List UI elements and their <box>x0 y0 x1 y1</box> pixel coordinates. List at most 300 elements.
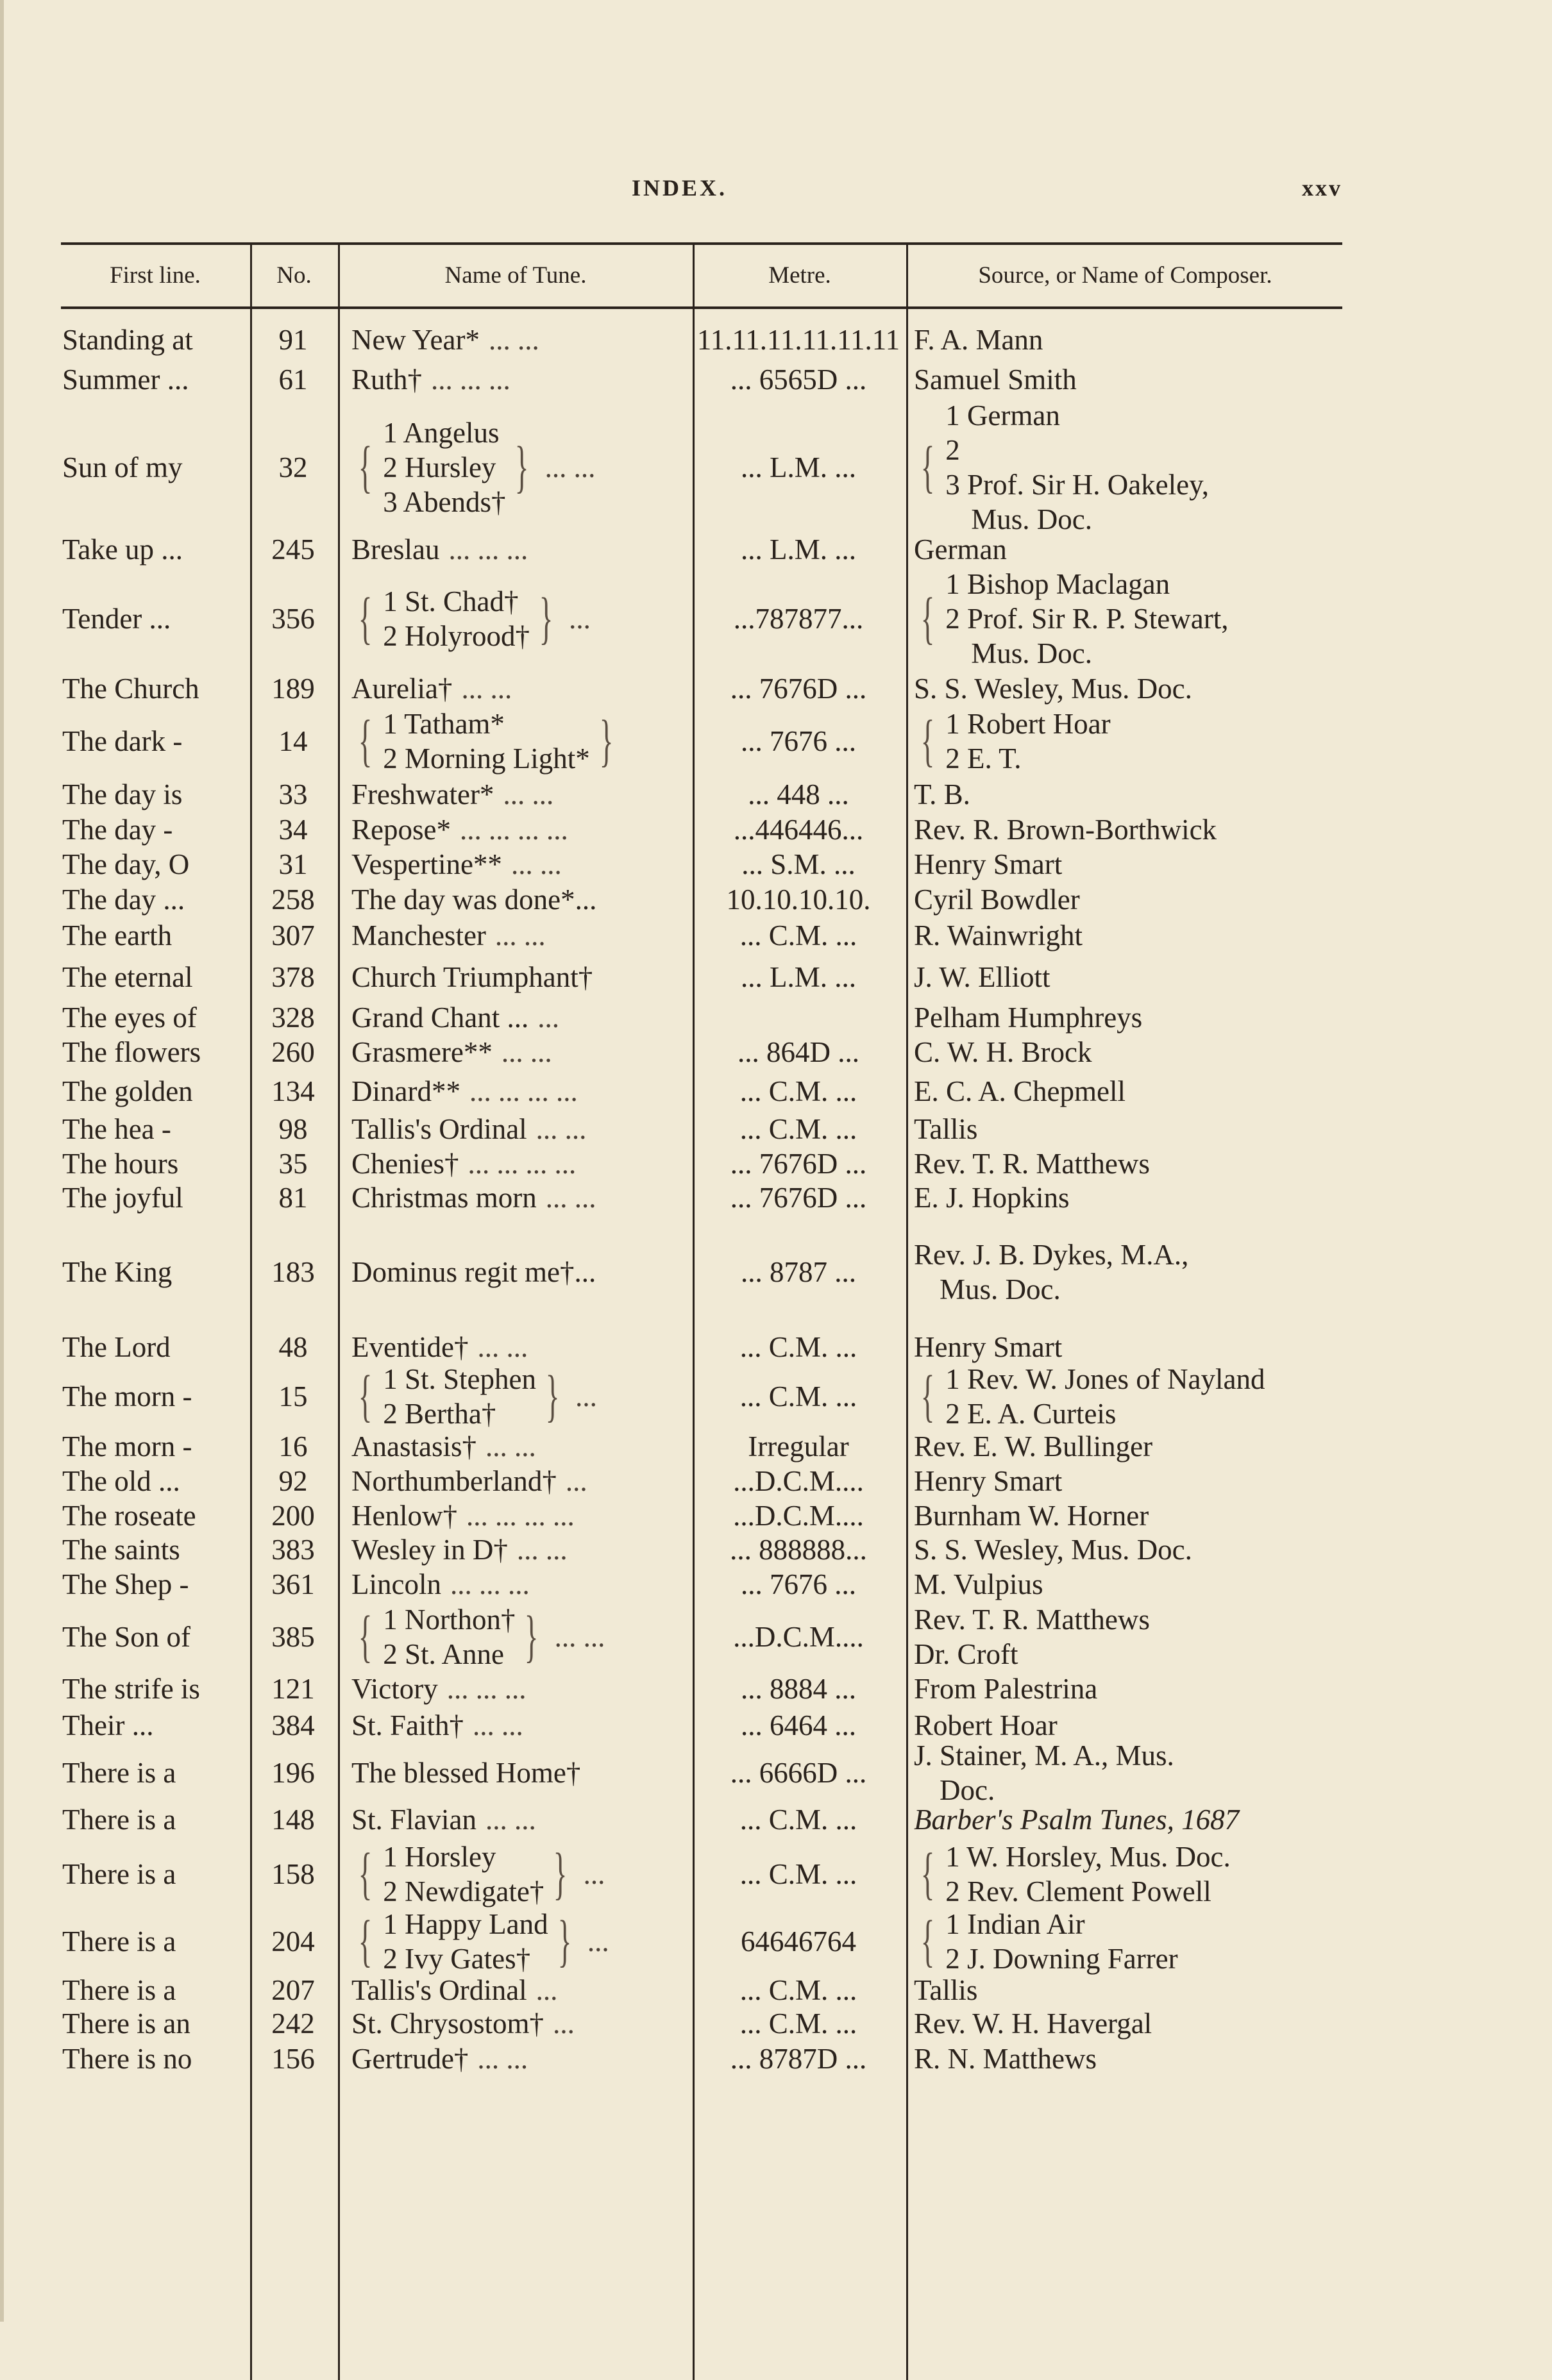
tune-name-cell <box>351 323 685 356</box>
source-cell <box>914 882 1350 917</box>
table-row <box>0 1567 1552 1602</box>
composer-name: Tallis <box>914 1113 978 1145</box>
hymn-number-cell: 258 <box>271 883 315 916</box>
tune-name-cell <box>351 1463 685 1498</box>
composer-name: M. Vulpius <box>914 1568 1043 1600</box>
dot-leader: ... ... <box>488 323 539 356</box>
source-group <box>914 1035 1092 1069</box>
composer-name: R. Wainwright <box>914 919 1083 951</box>
source-cell <box>914 1839 1350 1909</box>
source-cell <box>914 671 1350 705</box>
source-group <box>914 1602 1150 1672</box>
source-list <box>914 1672 1097 1706</box>
source-group <box>914 960 1050 994</box>
metre-cell: ...D.C.M.... <box>733 1499 864 1532</box>
tune-group <box>351 1973 527 2007</box>
hymn-number-cell: 384 <box>271 1709 315 1741</box>
source-list <box>914 1180 1070 1215</box>
source-group <box>914 1802 1239 1837</box>
tune-name: Grand Chant ... <box>351 1001 529 1034</box>
metre-cell: Irregular <box>748 1430 849 1462</box>
first-line-cell: Take up ... <box>62 533 183 566</box>
tune-list <box>351 671 452 706</box>
source-cell <box>914 1672 1350 1705</box>
tune-name-cell <box>351 403 685 532</box>
table-row <box>0 882 1552 917</box>
tune-group <box>351 707 620 776</box>
dot-leader: ... ... <box>544 451 596 483</box>
col-header-tune: Name of Tune. <box>444 262 587 289</box>
table-row <box>0 1146 1552 1181</box>
source-list <box>914 671 1192 706</box>
tune-name: Breslau <box>351 533 440 566</box>
metre-cell: ...D.C.M.... <box>733 1620 864 1653</box>
first-line-cell: Standing at <box>62 323 193 356</box>
source-list <box>914 918 1083 953</box>
source-group <box>914 812 1217 847</box>
tune-list <box>383 707 590 776</box>
brace-glyph: } <box>525 1604 539 1668</box>
source-group <box>914 1330 1062 1364</box>
metre-cell: ... 6565D ... <box>730 364 867 396</box>
tune-list <box>351 1708 464 1743</box>
source-list <box>914 1498 1149 1533</box>
source-list <box>945 1907 1177 1976</box>
tune-list <box>351 2041 468 2076</box>
header-rule <box>61 306 1342 309</box>
dot-leader: ... ... ... <box>450 1568 530 1600</box>
table-row <box>0 566 1552 671</box>
dot-leader: ... ... <box>510 848 562 880</box>
first-line-cell: The Son of <box>62 1620 190 1653</box>
brace-glyph: } <box>553 1842 568 1906</box>
source-cell <box>914 705 1350 777</box>
composer-name: 1 Bishop Maclagan <box>945 568 1170 600</box>
source-list <box>914 1330 1062 1364</box>
hymn-number-cell: 378 <box>271 960 315 993</box>
composer-name: 2 Rev. Clement Powell <box>945 1875 1211 1907</box>
dot-leader: ... ... <box>477 2043 528 2075</box>
tune-name: New Year* <box>351 323 480 356</box>
tune-name: 2 Holyrood† <box>383 620 530 652</box>
source-list <box>914 2006 1152 2041</box>
tune-group <box>351 1035 493 1069</box>
tune-group <box>351 671 452 706</box>
metre-cell: ... C.M. ... <box>739 2007 857 2040</box>
dot-leader: ... ... <box>461 672 512 705</box>
first-line-cell: The day, O <box>62 848 190 880</box>
table-row <box>0 399 1552 535</box>
source-list <box>914 1602 1150 1672</box>
table-row <box>0 1974 1552 2006</box>
source-cell <box>914 1532 1350 1567</box>
source-list <box>914 1146 1150 1181</box>
tune-list <box>351 1464 557 1498</box>
tune-list <box>351 1973 527 2007</box>
dot-leader: ... <box>575 1380 597 1412</box>
tune-name: 1 Northon† <box>383 1603 516 1636</box>
dot-leader: ... ... <box>501 1035 552 1068</box>
table-row <box>0 1463 1552 1498</box>
tune-name: Henlow† <box>351 1499 457 1532</box>
brace-glyph: { <box>920 1909 935 1973</box>
tune-group <box>351 777 494 812</box>
hymn-number-cell: 200 <box>271 1499 315 1532</box>
tune-name: 2 St. Anne <box>383 1638 504 1670</box>
tune-group <box>351 1464 557 1498</box>
tune-group <box>351 532 439 567</box>
tune-list <box>351 847 502 882</box>
tune-name-cell <box>351 671 685 705</box>
metre-cell: ...446446... <box>733 813 864 846</box>
tune-list <box>351 1802 477 1837</box>
source-group <box>914 1839 1231 1909</box>
dot-leader: ... ... ... ... <box>468 1147 577 1180</box>
col-header-metre: Metre. <box>768 262 831 289</box>
tune-name-cell <box>351 2041 685 2077</box>
source-cell <box>914 917 1350 953</box>
tune-list <box>351 918 486 953</box>
tune-name-cell <box>351 1000 685 1034</box>
table-row <box>0 1909 1552 1974</box>
composer-name: 1 German <box>945 399 1060 432</box>
source-group <box>914 1464 1062 1498</box>
tune-list <box>351 812 451 847</box>
source-group <box>914 1532 1192 1567</box>
tune-name: Eventide† <box>351 1331 469 1363</box>
source-group <box>914 1112 977 1146</box>
first-line-cell: There is a <box>62 1925 176 1957</box>
metre-cell: ... 7676D ... <box>730 672 867 705</box>
dot-leader: ... ... <box>516 1534 568 1566</box>
tune-name: Grasmere** <box>351 1035 493 1068</box>
composer-name: F. A. Mann <box>914 323 1043 356</box>
composer-name: 2 J. Downing Farrer <box>945 1942 1178 1975</box>
tune-name: Wesley in D† <box>351 1534 508 1566</box>
table-row <box>0 1330 1552 1364</box>
dot-leader: ... <box>583 1858 605 1890</box>
hymn-number-cell: 98 <box>278 1113 308 1145</box>
metre-cell: ... L.M. ... <box>741 451 856 483</box>
source-group <box>914 1498 1149 1533</box>
tune-group <box>351 2006 544 2041</box>
dot-leader: ... <box>553 2007 575 2040</box>
tune-name-cell <box>351 1214 685 1330</box>
source-list <box>945 398 1209 537</box>
tune-group <box>351 2041 468 2076</box>
composer-name: 1 W. Horsley, Mus. Doc. <box>945 1841 1231 1873</box>
first-line-cell: The morn - <box>62 1430 192 1462</box>
source-cell <box>914 1909 1350 1974</box>
first-line-cell: The eyes of <box>62 1001 197 1034</box>
col-header-source: Source, or Name of Composer. <box>978 262 1272 289</box>
tune-name: St. Flavian <box>351 1804 477 1836</box>
composer-name: S. S. Wesley, Mus. Doc. <box>914 672 1192 705</box>
tune-name: The day was done*... <box>351 883 597 916</box>
source-cell <box>914 356 1350 403</box>
composer-name: E. J. Hopkins <box>914 1181 1070 1214</box>
hymn-number-cell: 134 <box>271 1075 315 1107</box>
composer-name: R. N. Matthews <box>914 2043 1097 2075</box>
source-group <box>914 671 1192 706</box>
hymn-number-cell: 242 <box>271 2007 315 2040</box>
tune-list <box>351 1255 596 1289</box>
dot-leader: ... <box>537 1001 559 1034</box>
source-list <box>914 1035 1092 1069</box>
tune-name: 2 Morning Light* <box>383 742 590 775</box>
hymn-number-cell: 148 <box>271 1804 315 1836</box>
tune-group <box>351 1112 527 1146</box>
tune-name-cell <box>351 1181 685 1214</box>
dot-leader: ... <box>587 1925 609 1957</box>
tune-name: Victory <box>351 1672 438 1705</box>
hymn-number-cell: 16 <box>278 1430 308 1462</box>
tune-name-cell <box>351 847 685 882</box>
source-list <box>914 1567 1043 1602</box>
dot-leader: ... <box>536 1974 558 2006</box>
table-row <box>0 812 1552 847</box>
composer-name: 3 Prof. Sir H. Oakeley, <box>945 469 1209 501</box>
metre-cell: ... 888888... <box>730 1534 867 1566</box>
metre-cell: ... C.M. ... <box>739 919 857 951</box>
source-cell <box>914 1000 1350 1034</box>
dot-leader: ... ... <box>545 1181 596 1214</box>
hymn-number-cell: 204 <box>271 1925 315 1957</box>
first-line-cell: There is a <box>62 1974 176 2006</box>
source-cell <box>914 812 1350 847</box>
source-cell <box>914 1800 1350 1839</box>
composer-name: Rev. J. B. Dykes, M.A., <box>914 1239 1189 1271</box>
source-cell <box>914 1330 1350 1364</box>
first-line-cell: The golden <box>62 1075 193 1107</box>
hymn-number-cell: 81 <box>278 1181 308 1214</box>
source-list <box>945 1362 1265 1431</box>
table-row <box>0 1839 1552 1909</box>
brace-glyph: } <box>545 1364 560 1428</box>
tune-name-cell <box>351 705 685 777</box>
tune-name-cell <box>351 1839 685 1909</box>
metre-cell: ... 864D ... <box>738 1035 859 1068</box>
source-group <box>914 532 1007 567</box>
source-list <box>945 707 1110 776</box>
source-group <box>914 918 1083 953</box>
source-list <box>914 1429 1152 1464</box>
table-row <box>0 847 1552 882</box>
tune-name: Tallis's Ordinal <box>351 1113 527 1145</box>
tune-name: Dominus regit me†... <box>351 1256 596 1288</box>
dot-leader: ... ... <box>554 1620 605 1653</box>
composer-name: Pelham Humphreys <box>914 1001 1143 1034</box>
metre-cell: 11.11.11.11.11.11 <box>696 323 900 356</box>
source-cell <box>914 847 1350 882</box>
source-group <box>914 323 1043 357</box>
metre-cell: ... C.M. ... <box>739 1075 857 1107</box>
first-line-cell: The hea - <box>62 1113 171 1145</box>
tune-list <box>351 323 480 357</box>
tune-group <box>351 1756 580 1790</box>
composer-name: Tallis <box>914 1974 978 2006</box>
tune-list <box>351 1532 508 1567</box>
tune-name-cell <box>351 1705 685 1745</box>
source-group <box>914 1074 1126 1109</box>
table-row <box>0 1672 1552 1705</box>
source-group <box>914 1672 1097 1706</box>
hymn-number-cell: 385 <box>271 1620 315 1653</box>
metre-cell: ... 6666D ... <box>730 1756 867 1789</box>
composer-name: 2 Prof. Sir R. P. Stewart, <box>945 603 1229 635</box>
hymn-number-cell: 31 <box>278 848 308 880</box>
tune-group <box>351 960 593 994</box>
composer-name: S. S. Wesley, Mus. Doc. <box>914 1534 1192 1566</box>
dot-leader: ... ... ... <box>431 364 510 396</box>
tune-name: 1 Tatham* <box>383 708 505 740</box>
metre-cell: ... L.M. ... <box>741 533 856 566</box>
source-cell <box>914 1974 1350 2006</box>
brace-glyph: { <box>920 709 935 773</box>
hymn-number-cell: 32 <box>278 451 308 483</box>
source-cell <box>914 323 1350 356</box>
page-number: xxv <box>1302 175 1342 201</box>
source-cell <box>914 1214 1350 1330</box>
composer-name: 2 E. T. <box>945 742 1022 775</box>
tune-name: Freshwater* <box>351 778 494 810</box>
composer-name: Henry Smart <box>914 1464 1063 1497</box>
source-cell <box>914 1463 1350 1498</box>
tune-name: 1 Happy Land <box>383 1907 548 1940</box>
first-line-cell: There is a <box>62 1858 176 1890</box>
table-row <box>0 1705 1552 1745</box>
tune-name-cell <box>351 953 685 1000</box>
tune-list <box>383 1362 536 1431</box>
tune-group <box>351 1000 528 1035</box>
dot-leader: ... ... <box>485 1804 536 1836</box>
first-line-cell: The hours <box>62 1147 179 1180</box>
source-list <box>914 1738 1174 1807</box>
composer-name: E. C. A. Chepmell <box>914 1075 1126 1107</box>
tune-name-cell <box>351 1800 685 1839</box>
composer-name: C. W. H. Brock <box>914 1035 1092 1068</box>
first-line-cell: There is a <box>62 1756 176 1789</box>
source-group <box>914 1362 1265 1431</box>
hymn-number-cell: 189 <box>271 672 315 705</box>
tune-group <box>351 1146 459 1181</box>
source-cell <box>914 1364 1350 1429</box>
first-line-cell: There is a <box>62 1804 176 1836</box>
tune-list <box>351 1180 537 1215</box>
source-cell <box>914 1034 1350 1069</box>
first-line-cell: The King <box>62 1256 173 1288</box>
tune-name: 1 St. Chad† <box>383 585 519 617</box>
tune-name-cell <box>351 1364 685 1429</box>
tune-list <box>351 1112 527 1146</box>
first-line-cell: The Shep - <box>62 1568 189 1600</box>
dot-leader: ... ... <box>536 1113 587 1145</box>
tune-name-cell <box>351 1672 685 1705</box>
tune-list <box>351 1672 438 1706</box>
composer-name: Rev. T. R. Matthews <box>914 1147 1150 1180</box>
table-row <box>0 1000 1552 1034</box>
tune-name: 1 Horsley <box>383 1841 496 1873</box>
first-line-cell: The flowers <box>62 1035 201 1068</box>
tune-list <box>351 1330 468 1364</box>
source-group <box>914 2006 1152 2041</box>
composer-name: Henry Smart <box>914 1331 1063 1363</box>
running-title: INDEX. <box>632 175 728 201</box>
dot-leader: ... ... <box>494 919 546 951</box>
tune-name: Repose* <box>351 813 451 846</box>
first-line-cell: The Lord <box>62 1331 171 1363</box>
first-line-cell: The day ... <box>62 883 185 916</box>
table-row <box>0 356 1552 403</box>
tune-name: Northumberland† <box>351 1464 557 1497</box>
tune-name: 2 Newdigate† <box>383 1875 544 1907</box>
tune-name: Chenies† <box>351 1147 459 1180</box>
tune-list <box>383 584 530 653</box>
brace-glyph: { <box>358 1909 373 1973</box>
brace-glyph: { <box>358 1364 373 1428</box>
tune-group <box>351 1498 457 1533</box>
source-group <box>914 1180 1070 1215</box>
composer-name: Henry Smart <box>914 848 1063 880</box>
source-list <box>914 1000 1142 1035</box>
tune-list <box>351 1567 441 1602</box>
tune-name-cell <box>351 777 685 812</box>
source-cell <box>914 1181 1350 1214</box>
hymn-number-cell: 48 <box>278 1331 308 1363</box>
source-group <box>914 1000 1142 1035</box>
metre-cell: ... 6464 ... <box>741 1709 856 1741</box>
metre-cell: ... L.M. ... <box>741 960 856 993</box>
table-row <box>0 1602 1552 1672</box>
source-group <box>914 1146 1150 1181</box>
source-cell <box>914 777 1350 812</box>
table-row <box>0 1181 1552 1214</box>
metre-cell: ... C.M. ... <box>739 1113 857 1145</box>
composer-name: J. Stainer, M. A., Mus. <box>914 1739 1174 1772</box>
composer-name: Doc. <box>940 1773 995 1806</box>
source-cell <box>914 1602 1350 1672</box>
tune-name: St. Faith† <box>351 1709 464 1741</box>
source-cell <box>914 1739 1350 1806</box>
table-row <box>0 1498 1552 1532</box>
tune-group <box>351 918 486 953</box>
first-line-cell: Summer ... <box>62 364 189 396</box>
table-row <box>0 1034 1552 1069</box>
brace-glyph: } <box>599 709 614 773</box>
source-list <box>945 1839 1231 1909</box>
hymn-number-cell: 35 <box>278 1147 308 1180</box>
tune-group <box>351 584 560 653</box>
metre-cell: ... 8787 ... <box>741 1256 856 1288</box>
brace-glyph: } <box>557 1909 572 1973</box>
first-line-cell: The saints <box>62 1534 180 1566</box>
first-line-cell: The morn - <box>62 1380 192 1412</box>
first-line-cell: The joyful <box>62 1181 183 1214</box>
tune-name: 2 Ivy Gates† <box>383 1942 531 1975</box>
composer-name: Robert Hoar <box>914 1709 1058 1741</box>
table-row <box>0 917 1552 953</box>
composer-name: 2 <box>945 434 960 466</box>
source-group <box>914 1429 1152 1464</box>
tune-list <box>351 1429 477 1464</box>
tune-list <box>351 362 422 397</box>
hymn-number-cell: 328 <box>271 1001 315 1034</box>
col-header-first-line: First line. <box>110 262 201 289</box>
dot-leader: ... ... <box>503 778 554 810</box>
tune-name: Vespertine** <box>351 848 502 880</box>
table-row <box>0 1364 1552 1429</box>
running-head <box>0 168 1552 206</box>
